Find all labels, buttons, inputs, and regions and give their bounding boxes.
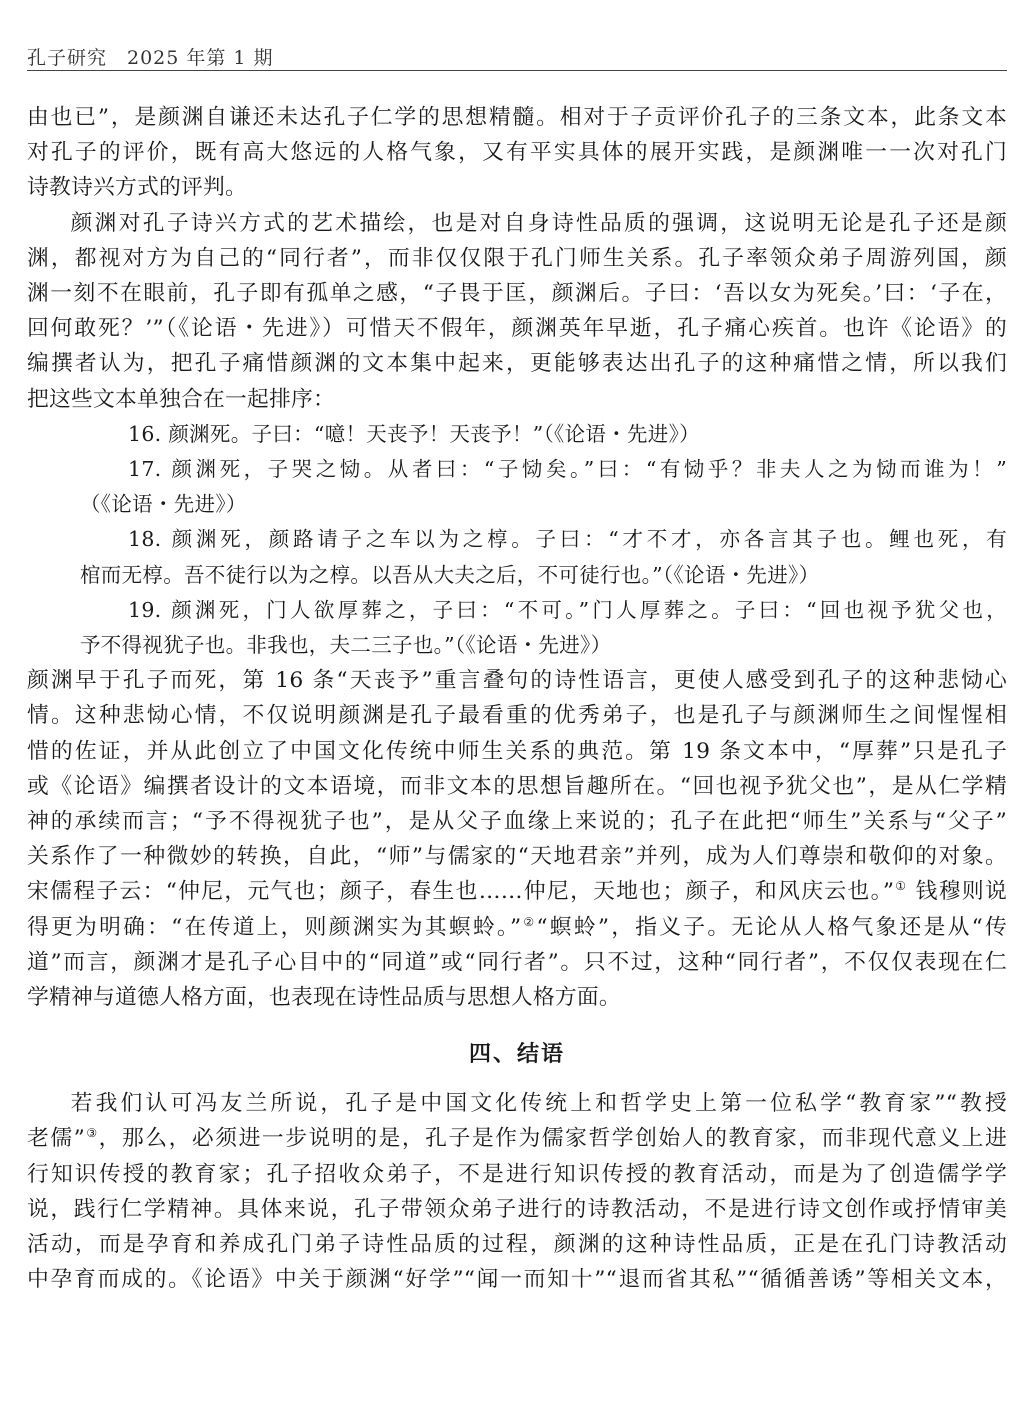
- paragraph-2: [27, 206, 1007, 417]
- text-line: [27, 874, 1007, 909]
- paragraph-1: [27, 100, 1007, 206]
- text-line: 由也已”，是颜渊自谦还未达孔子仁学的思想精髓。相对于子贡评价孔子的三条文本，此条文本: [27, 105, 1007, 130]
- text-line: 颜渊早于孔子而死，第 16 条“天丧予”重言叠句的诗性语言，更使人感受到孔子的这种悲恸心: [27, 668, 1007, 694]
- text-line: 中孕育而成的。《论语》中关于颜渊“好学”“闻一而知十”“退而省其私”“循循善诱”等相关文本，: [27, 1267, 1007, 1293]
- text-line: 惜的佐证，并从此创立了中国文化传统中师生关系的典范。第 19 条文本中，“厚葬”只是孔子: [27, 738, 1007, 764]
- text-line: 若我们认可冯友兰所说，孔子是中国文化传统上和哲学史上第一位私学“教育家”“教授: [70, 1091, 1007, 1117]
- quote-17: [27, 452, 1007, 522]
- text-line: 对孔子的评价，既有高大悠远的人格气象，又有平实具体的展开实践，是颜渊唯一一次对孔门: [27, 140, 1007, 166]
- paragraph-4: [27, 1086, 1007, 1297]
- text-line: 行知识传授的教育家；孔子招收众弟子，不是进行知识传授的教育活动，而是为了创造儒学学: [27, 1161, 1007, 1187]
- running-header: 孔子研究 2025 年第 1 期: [27, 47, 274, 69]
- quote-line: 予不得视犹子也。非我也，夫二三子也。”（《论语・先进》）: [80, 633, 612, 658]
- text-run: “螟蛉”，指义子。无论从人格气象还是从“传: [536, 914, 1007, 940]
- quote-19: [27, 593, 1007, 663]
- text-run: 得更为明确：“在传道上，则颜渊实为其螟蛉。”: [27, 914, 522, 940]
- text-line: 关系作了一种微妙的转换，自此，“师”与儒家的“天地君亲”并列，成为人们尊崇和敬仰的对象。: [27, 844, 1007, 870]
- text-line: 学精神与道德人格方面，也表现在诗性品质与思想人格方面。: [27, 985, 621, 1011]
- text-line: 或《论语》编撰者设计的文本语境，而非文本的思想旨趣所在。“回也视予犹父也”，是从仁学精: [27, 773, 1007, 799]
- text-run: ，那么，必须进一步说明的是，孔子是作为儒家哲学创始人的教育家，而非现代意义上进: [98, 1126, 1007, 1152]
- paragraph-3: [27, 663, 1007, 1015]
- quote-line: 棺而无椁。吾不徒行以为之椁。以吾从大夫之后，不可徒行也。”（《论语・先进》）: [80, 562, 820, 587]
- text-line: 渊，都视对方为自己的“同行者”，而非仅仅限于孔门师生关系。孔子率领众弟子周游列国，颜: [27, 245, 1007, 271]
- quote-line: （《论语・先进》）: [80, 492, 247, 517]
- quote-line: 16. 颜渊死。子曰：“噫！天丧予！天丧予！”（《论语・先进》）: [128, 421, 700, 446]
- text-line: 道”而言，颜渊才是孔子心目中的“同道”或“同行者”。只不过，这种“同行者”，不仅仅表现在仁: [27, 949, 1007, 975]
- footnote-marker-3[interactable]: ③: [85, 1126, 99, 1141]
- quote-16: [27, 417, 1007, 452]
- quote-line: 17. 颜渊死，子哭之恸。从者曰：“子恸矣。”曰：“有恸乎？非夫人之为恸而谁为！”: [128, 457, 1007, 482]
- text-line: 说，践行仁学精神。具体来说，孔子带领众弟子进行的诗教活动，不是进行诗文创作或抒情审美: [27, 1196, 1007, 1222]
- text-run: 宋儒程子云：“仲尼，元气也；颜子，春生也……仲尼，天地也；颜子，和风庆云也。”: [27, 879, 895, 905]
- text-run: 老儒”: [27, 1126, 85, 1152]
- text-line: 神的承续而言；“予不得视犹子也”，是从父子血缘上来说的；孔子在此把“师生”关系与“父子”: [27, 809, 1007, 835]
- footnote-marker-2[interactable]: ②: [521, 914, 537, 929]
- text-run: 钱穆则说: [907, 879, 1007, 905]
- article-body: [27, 100, 1007, 1298]
- text-line: 回何敢死？’”（《论语・先进》）可惜天不假年，颜渊英年早逝，孔子痛心疾首。也许《论语》的: [27, 316, 1007, 342]
- footnote-marker-1[interactable]: ①: [894, 879, 908, 894]
- quote-18: [27, 522, 1007, 592]
- text-line: 诗教诗兴方式的评判。: [27, 175, 247, 201]
- text-line: 情。这种悲恸心情，不仅说明颜渊是孔子最看重的优秀弟子，也是孔子与颜渊师生之间惺惺相: [27, 703, 1007, 729]
- quote-line: 19. 颜渊死，门人欲厚葬之，子曰：“不可。”门人厚葬之。子曰：“回也视予犹父也，: [128, 597, 1007, 622]
- text-line: [27, 910, 1007, 945]
- text-line: [27, 1121, 1007, 1156]
- text-line: 编撰者认为，把孔子痛惜颜渊的文本集中起来，更能够表达出孔子的这种痛惜之情，所以我们: [27, 351, 1007, 377]
- text-line: 颜渊对孔子诗兴方式的艺术描绘，也是对自身诗性品质的强调，这说明无论是孔子还是颜: [70, 210, 1007, 236]
- section-heading: 四、结语: [468, 1042, 565, 1068]
- quote-line: 18. 颜渊死，颜路请子之车以为之椁。子曰：“才不才，亦各言其子也。鲤也死，有: [128, 527, 1007, 552]
- text-line: 渊一刻不在眼前，孔子即有孤单之感，“子畏于匡，颜渊后。子曰：‘吾以女为死矣。’曰：‘子在，: [27, 281, 1007, 307]
- header-rule: [27, 70, 1007, 71]
- text-line: 活动，而是孕育和养成孔门弟子诗性品质的过程，颜渊的这种诗性品质，正是在孔门诗教活动: [27, 1232, 1007, 1258]
- text-line: 把这些文本单独合在一起排序：: [27, 386, 335, 412]
